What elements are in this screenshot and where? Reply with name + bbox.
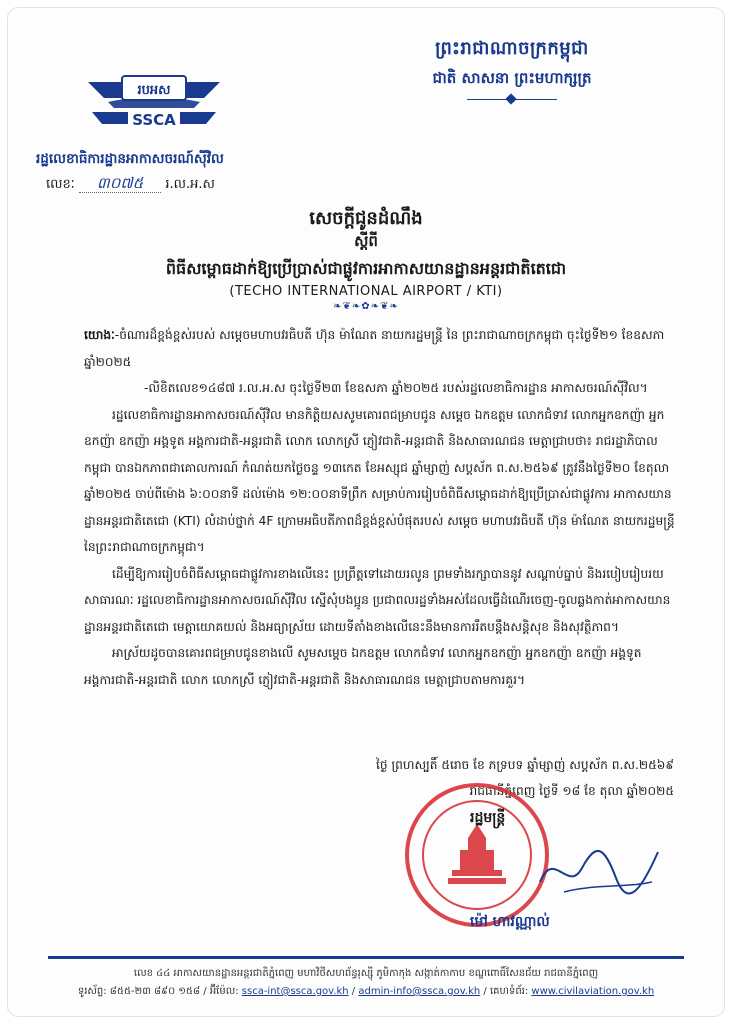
footer-contacts: ទូរស័ព្ទ: ៨៥៥-២៣ ៨៩០ ១៥៨ / អ៊ីម៉ែល: ssca-int@ssca.gov.kh / admin-info@ssca.gov.kh / គេហទំព័រ: www.civilaviation.gov.kh (77, 986, 655, 997)
document-about: ស្ដីពី (354, 232, 378, 250)
kingdom-header (382, 36, 642, 103)
footer-email-2[interactable]: admin-info@ssca.gov.kh (358, 986, 481, 997)
paragraph-3: អាស្រ័យដូចបានគោរពជម្រាបជូនខាងលើ សូមសម្ដេច ឯកឧត្តម លោកជំទាវ លោកអ្នកឧកញ៉ា អ្នកឧកញ៉ា ឧកញ៉ា អង្គទូត អង្គការជាតិ-អន្តរជាតិ លោក លោកស្រី ភ្ញៀវជាតិ-អន្តរជាតិ និងសាធារណជន មេត្តាជ្រាបតាមការគួរ។ (84, 646, 642, 687)
signature (534, 838, 664, 902)
heading-ornament: ❧❦❧✿❧❦❧ (333, 301, 399, 312)
kingdom-title: ព្រះរាជាណាចក្រកម្ពុជា (435, 38, 589, 59)
reference-1: យោងៈ-ចំណារដ៏ខ្ពង់ខ្ពស់របស់ សម្ដេចមហាបវរធិបតី ហ៊ុន ម៉ាណែត នាយករដ្ឋមន្ត្រី នៃ ព្រះរាជាណាចក្រកម្ពុជា ចុះថ្ងៃទី២១ ខែឧសភា ឆ្នាំ២០២៥ (84, 328, 665, 369)
footer-website[interactable]: www.civilaviation.gov.kh (531, 986, 655, 997)
ref-suffix: រ.ល.អ.ស (165, 177, 215, 192)
national-motto: ជាតិ សាសនា ព្រះមហាក្សត្រ (432, 69, 592, 87)
ministry-name: រដ្ឋលេខាធិការដ្ឋានអាកាសចរណ៍ស៊ីវិល (36, 151, 224, 167)
lunar-date: ថ្ងៃ ព្រហស្បតិ៍ ៥រោច ខែ ភទ្របទ ឆ្នាំម្សាញ់ សប្តស័ក ព.ស.២៥៦៩ (376, 758, 674, 772)
document-heading: ពិធីសម្ពោធដាក់ឱ្យប្រើប្រាស់ជាផ្លូវការអាកាសយានដ្ឋានអន្តរជាតិតេជោ (165, 259, 567, 278)
document-title: សេចក្ដីជូនដំណឹង (309, 208, 423, 229)
reference-label: យោងៈ (84, 328, 115, 342)
logo-khmer-text: របអស (137, 83, 171, 98)
logo-text: SSCA (132, 111, 176, 129)
document-heading-english: (TECHO INTERNATIONAL AIRPORT / KTI) (229, 284, 503, 299)
city-date: រាជធានីភ្នំពេញ ថ្ងៃទី ១៨ ខែ តុលា ឆ្នាំ២០២៥ (469, 784, 674, 798)
footer-phone: ៨៥៥-២៣ ៨៩០ ១៥៨ (109, 986, 201, 997)
footer-address: លេខ ៤៤ អាកាសយានដ្ឋានអន្តរជាតិភ្នំពេញ មហាវិថីសហព័ន្ធរុស្ស៊ី ភូមិកាកុង សង្កាត់កាកាប ខណ្ឌពោធិ៍សែនជ័យ រាជធានីភ្នំពេញ (133, 968, 599, 979)
ssca-logo (84, 72, 224, 142)
motto-ornament (467, 95, 557, 103)
signer-title: រដ្ឋមន្ត្រី (470, 810, 506, 826)
footer-divider (48, 956, 684, 959)
document-body (84, 322, 676, 693)
ref-label: លេខៈ (46, 177, 75, 192)
paragraph-1: រដ្ឋលេខាធិការដ្ឋានអាកាសចរណ៍ស៊ីវិល មានកិត្តិយសសូមគោរពជម្រាបជូន សម្ដេច ឯកឧត្តម លោកជំទាវ លោកអ្នកឧកញ៉ា អ្នកឧកញ៉ា ឧកញ៉ា អង្គទូត អង្គការជាតិ-អន្តរជាតិ លោក លោកស្រី ភ្ញៀវជាតិ-អន្តរជាតិ និងសាធារណជន មេត្តាជ្រាបថា៖ រាជរដ្ឋាភិបាលកម្ពុជា បានឯកភាពជាគោលការណ៍ កំណត់យកថ្ងៃចន្ទ ១៣កេត ខែអស្សុជ ឆ្នាំម្សាញ់ សប្តស័ក ព.ស.២៥៦៩ ត្រូវនឹងថ្ងៃទី២០ ខែតុលា ឆ្នាំ២០២៥ ចាប់ពីម៉ោង ៦:០០នាទី ដល់ម៉ោង ១២:០០នាទីព្រឹក សម្រាប់ការរៀបចំពិធីសម្ពោធដាក់ឱ្យប្រើប្រាស់ជាផ្លូវការ អាកាសយានដ្ឋានអន្តរជាតិតេជោ (KTI) លំដាប់ថ្នាក់ 4F ក្រោមអធិបតីភាពដ៏ខ្ពង់ខ្ពស់បំផុតរបស់ សម្ដេច មហាបវរធិបតី ហ៊ុន ម៉ាណែត នាយករដ្ឋមន្ត្រី នៃព្រះរាជាណាចក្រកម្ពុជា។ (84, 407, 675, 554)
paragraph-2: ដើម្បីឱ្យការរៀបចំពិធីសម្ពោធជាផ្លូវការខាងលើនេះ ប្រព្រឹត្តទៅដោយរលូន ព្រមទាំងរក្សាបាននូវ សណ្ដាប់ធ្នាប់ និងរបៀបរៀបរយសាធារណៈ រដ្ឋលេខាធិការដ្ឋានអាកាសចរណ៍ស៊ីវិល ស្នើសុំបងប្អូន ប្រជាពលរដ្ឋទាំងអស់ដែលធ្វើដំណើរចេញ-ចូលឆ្លងកាត់អាកាសយានដ្ឋានអន្តរជាតិតេជោ មេត្តាយោគយល់ និងអធ្យាស្រ័យ ដោយទីតាំងខាងលើនេះនឹងមានការរឹតបន្តឹងសន្តិសុខ និងសុវត្ថិភាព។ (84, 566, 671, 634)
footer-email-1[interactable]: ssca-int@ssca.gov.kh (241, 986, 349, 997)
signer-name: ម៉ៅ ហាវណ្ណាល់ (470, 914, 550, 930)
official-seal (402, 780, 552, 930)
reference-line (46, 174, 215, 196)
reference-2: -លិខិតលេខ១៤៨៧ រ.ល.អ.ស ចុះថ្ងៃទី២៣ ខែឧសភា ឆ្នាំ២០២៥ របស់រដ្ឋលេខាធិការដ្ឋាន អាកាសចរណ៍ស៊ីវិល។ (144, 381, 648, 395)
ref-number: ៣០៧៥ (79, 174, 161, 193)
